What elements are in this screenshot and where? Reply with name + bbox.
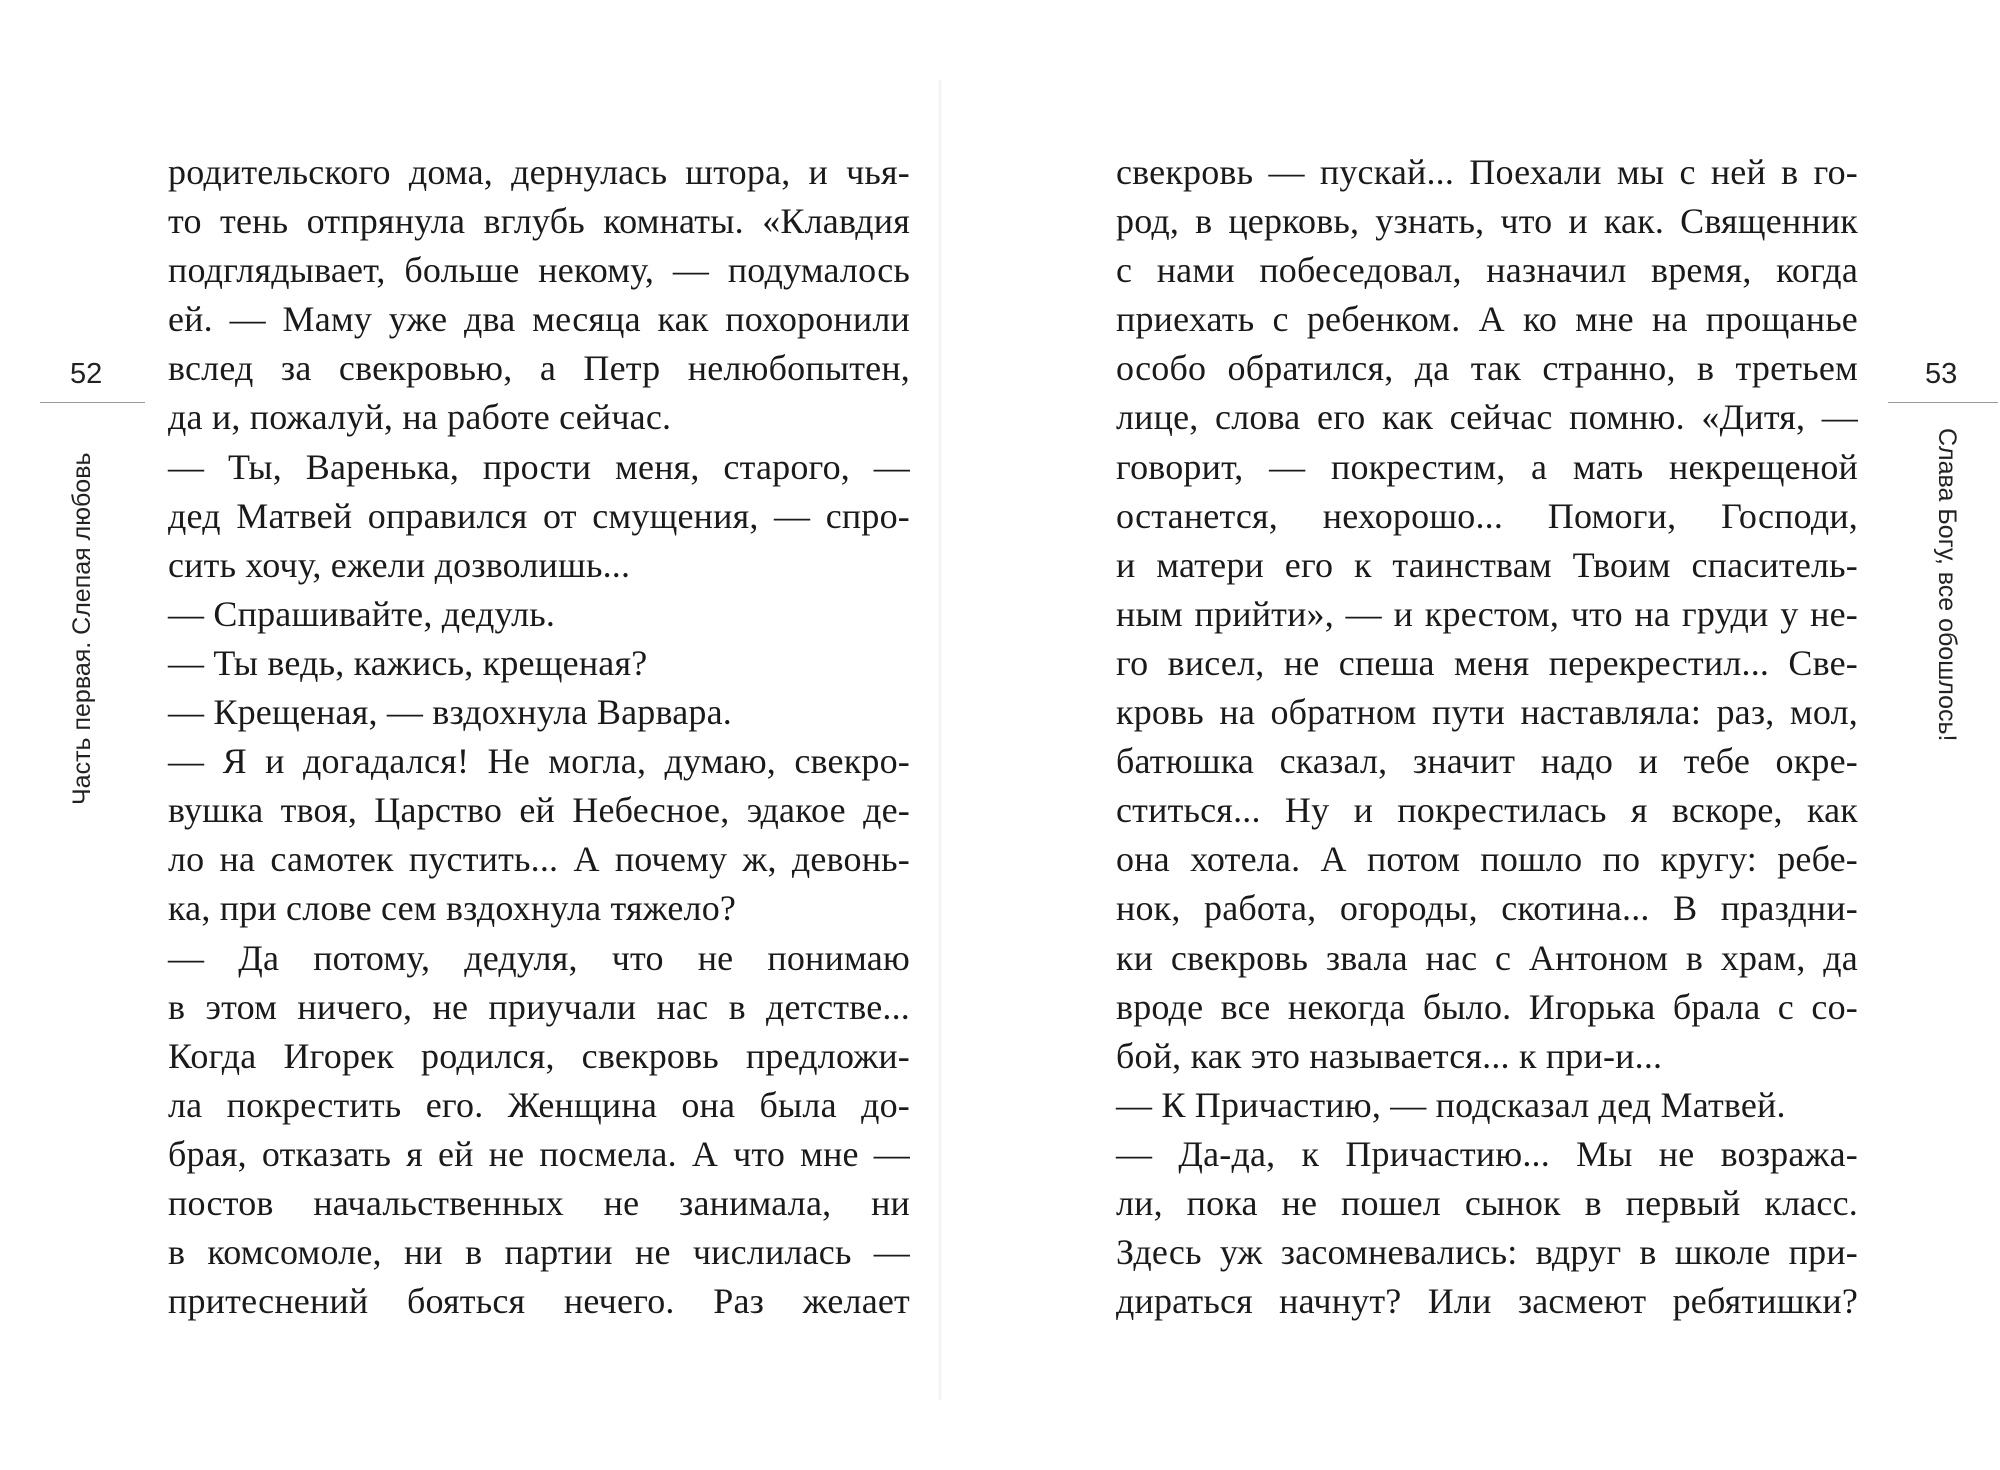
text-line: особо обратился, да так странно, в третьем [1116, 348, 1858, 389]
text-line: — Ты ведь, кажись, крещеная? [168, 642, 648, 683]
page-number-rule-left [40, 402, 145, 403]
text-line: дед Матвей оправился от смущения, — спро- [168, 495, 910, 536]
text-line: вушка твоя, Царство ей Небесное, эдакое де- [168, 790, 910, 831]
running-head-left: Часть первая. Слепая любовь [68, 452, 96, 805]
text-line: она хотела. А потом пошло по кругу: ребе- [1116, 839, 1858, 880]
text-line: подглядывает, больше некому, — подумалось [168, 250, 910, 291]
text-line: вслед за свекровью, а Петр нелюбопытен, [168, 348, 910, 389]
text-line: род, в церковь, узнать, что и как. Священник [1116, 201, 1858, 242]
text-line: родительского дома, дернулась штора, и чья- [168, 152, 910, 192]
text-line: — Спрашивайте, дедуль. [168, 593, 556, 634]
text-line: ли, пока не пошел сынок в первый класс. [1116, 1182, 1858, 1223]
text-line: — Я и догадался! Не могла, думаю, свекро- [168, 741, 910, 782]
text-line: брая, отказать я ей не посмела. А что мне — [168, 1133, 910, 1174]
text-line: приехать с ребенком. А ко мне на прощанье [1116, 299, 1858, 340]
text-line: батюшка сказал, значит надо и тебе окре- [1116, 741, 1858, 782]
text-line: постов начальственных не занимала, ни [168, 1182, 910, 1223]
text-line: Здесь уж засомневались: вдруг в школе при- [1116, 1232, 1858, 1273]
text-line: да и, пожалуй, на работе сейчас. [168, 397, 672, 438]
text-line: вроде все некогда было. Игорька брала с со- [1116, 986, 1858, 1027]
book-gutter [938, 80, 942, 1400]
text-line: в комсомоле, ни в партии не числилась — [168, 1232, 910, 1273]
left-page-body-text [168, 148, 910, 1326]
text-line: останется, нехорошо... Помоги, Господи, [1116, 495, 1858, 536]
text-line: ститься... Ну и покрестилась я вскоре, как [1116, 790, 1858, 831]
text-line: — Да потому, дедуля, что не понимаю [168, 937, 910, 978]
text-line: ным прийти», — и крестом, что на груди у не- [1116, 593, 1858, 634]
text-line: и матери его к таинствам Твоим спаситель- [1116, 544, 1858, 585]
text-line: притеснений бояться нечего. Раз желает [168, 1281, 910, 1322]
page-number-right: 53 [1925, 358, 1958, 390]
right-page-body-text [1116, 148, 1858, 1326]
text-line: дираться начнут? Или засмеют ребятишки? [1116, 1281, 1858, 1322]
text-line: ки свекровь звала нас с Антоном в храм, да [1116, 937, 1858, 978]
text-line: — К Причастию, — подсказал дед Матвей. [1116, 1084, 1786, 1125]
text-line: ей. — Маму уже два месяца как похоронили [168, 299, 910, 340]
page-number-rule-right [1888, 402, 1998, 403]
text-line: — Ты, Варенька, прости меня, старого, — [168, 446, 910, 487]
text-line: ка, при слове сем вздохнула тяжело? [168, 888, 737, 929]
text-line: говорит, — покрестим, а мать некрещеной [1116, 446, 1858, 487]
text-line: го висел, не спеша меня перекрестил... Све- [1116, 642, 1858, 683]
text-line: сить хочу, ежели дозволишь... [168, 544, 631, 585]
text-line: нок, работа, огороды, скотина... В праздни- [1116, 888, 1858, 929]
text-line: — Да-да, к Причастию... Мы не возража- [1116, 1133, 1858, 1174]
text-line: — Крещеная, — вздохнула Варвара. [168, 692, 732, 733]
running-head-right: Слава Богу, все обошлось! [1933, 428, 1961, 742]
text-line: кровь на обратном пути наставляла: раз, мол, [1116, 692, 1858, 733]
page-number-left: 52 [70, 358, 103, 390]
text-line: ла покрестить его. Женщина она была до- [168, 1084, 910, 1125]
text-line: свекровь — пускай... Поехали мы с ней в го- [1116, 152, 1858, 192]
text-line: в этом ничего, не приучали нас в детстве... [168, 986, 910, 1027]
text-line: ло на самотек пустить... А почему ж, девонь- [168, 839, 910, 880]
text-line: Когда Игорек родился, свекровь предложи- [168, 1035, 910, 1076]
text-line: бой, как это называется... к при-и... [1116, 1035, 1663, 1076]
text-line: с нами побеседовал, назначил время, когда [1116, 250, 1858, 291]
text-line: то тень отпрянула вглубь комнаты. «Клавдия [168, 201, 910, 242]
text-line: лице, слова его как сейчас помню. «Дитя, — [1116, 397, 1858, 438]
